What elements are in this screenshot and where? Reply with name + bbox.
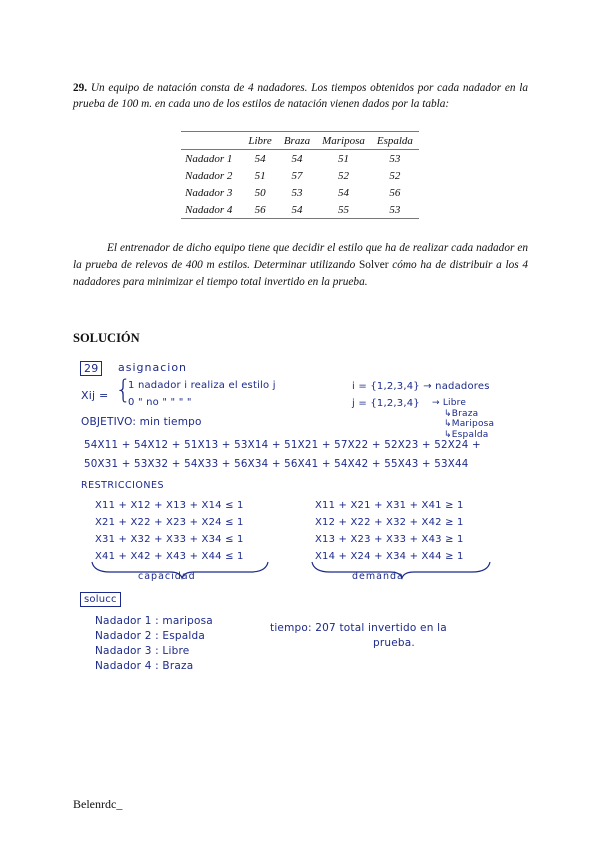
footer-author: Belenrdc_ [73, 797, 123, 811]
table-cell: 52 [337, 169, 349, 182]
table-cell: 57 [291, 169, 303, 182]
brace-icon: { [115, 375, 132, 405]
xij-label: Xij = [81, 389, 109, 402]
objective-label: OBJETIVO: min tiempo [81, 416, 202, 428]
table-header-cell: Mariposa [316, 132, 371, 150]
row-label: Nadador 1 [185, 152, 233, 165]
table-cell: 55 [316, 201, 371, 219]
constraint-row: X41 + X42 + X43 + X44 ≤ 1 [95, 551, 244, 562]
row-label: Nadador 3 [185, 186, 233, 199]
demand-label: demanda [352, 571, 404, 582]
style-item: ↳Braza [444, 408, 479, 419]
coach-paragraph [73, 240, 528, 291]
total-time-line-2: prueba. [373, 637, 415, 649]
table-cell: 53 [389, 152, 401, 165]
table-header-cell [181, 132, 242, 150]
problem-number-box: 29 [80, 361, 102, 376]
table-header-row [181, 132, 419, 150]
table-cell: 56 [242, 201, 277, 219]
table-row [181, 167, 419, 184]
table-cell: 54 [291, 152, 303, 165]
constraint-row: X11 + X21 + X31 + X41 ≥ 1 [315, 500, 464, 511]
times-table [181, 131, 419, 219]
table-row [181, 184, 419, 201]
constraint-row: X31 + X32 + X33 + X34 ≤ 1 [95, 534, 244, 545]
table-cell: 53 [291, 186, 303, 199]
capacity-constraints [95, 497, 244, 565]
assignment-heading: asignacion [118, 361, 188, 374]
row-label: Nadador 4 [181, 201, 242, 219]
table-row [181, 201, 419, 219]
style-item: → Libre [432, 398, 467, 408]
table-cell: 56 [389, 186, 401, 199]
restrictions-title: RESTRICCIONES [81, 480, 165, 491]
solve-box: solucc [80, 592, 121, 607]
table-header-cell: Braza [278, 132, 316, 150]
row-label: Nadador 2 [185, 169, 233, 182]
problem-number: 29. [73, 82, 88, 94]
style-item: ↳Mariposa [444, 419, 495, 429]
table-header-cell: Libre [242, 132, 277, 150]
table-cell: 54 [337, 186, 349, 199]
assignment-list [95, 614, 213, 674]
table-cell: 51 [337, 152, 349, 165]
i-set: i = {1,2,3,4} → nadadores [352, 381, 490, 392]
solution-title: SOLUCIÓN [73, 331, 140, 345]
table-cell: 51 [254, 169, 266, 182]
definition-zero: 0 " no " " " " [128, 397, 192, 408]
table-cell: 52 [389, 169, 401, 182]
constraint-row: X14 + X24 + X34 + X44 ≥ 1 [315, 551, 464, 562]
total-time-line-1: tiempo: 207 total invertido en la [270, 622, 447, 634]
styles-list [432, 398, 494, 440]
assignment-row: Nadador 4 : Braza [95, 660, 194, 672]
coach-text-end: cómo ha de distribuir a los 4 nadadores para minimizar el tiempo total invertido en la prueba. [73, 259, 529, 288]
definition-one: 1 nadador i realiza el estilo j [128, 380, 276, 391]
solver-word: Solver [359, 259, 389, 271]
table-row [181, 150, 419, 168]
assignment-row: Nadador 3 : Libre [95, 645, 190, 657]
objective-line-2: 50X31 + 53X32 + 54X33 + 56X34 + 56X41 + 54X42 + 55X43 + 53X44 [84, 458, 469, 470]
table-cell: 54 [254, 152, 266, 165]
constraint-row: X13 + X23 + X33 + X43 ≥ 1 [315, 534, 464, 545]
table-cell: 50 [254, 186, 266, 199]
problem-text: Un equipo de natación consta de 4 nadadores. Los tiempos obtenidos por cada nadador en la prueba de 100 m. en cada uno de los estilos de natación vienen dados por la tabla: [73, 82, 528, 110]
table-header-cell: Espalda [371, 132, 419, 150]
objective-line-1: 54X11 + 54X12 + 51X13 + 53X14 + 51X21 + 57X22 + 52X23 + 52X24 + [84, 439, 481, 451]
coach-text: El entrenador de dicho equipo tiene que decidir el estilo que ha de realizar cada nadador en la prueba de relevos de 400 m estilos. Determinar utilizando [73, 242, 528, 271]
demand-constraints [315, 497, 464, 565]
table-cell: 53 [371, 201, 419, 219]
j-set: j = {1,2,3,4} [352, 398, 420, 409]
assignment-row: Nadador 2 : Espalda [95, 630, 206, 642]
constraint-row: X12 + X22 + X32 + X42 ≥ 1 [315, 517, 464, 528]
constraint-row: X21 + X22 + X23 + X24 ≤ 1 [95, 517, 244, 528]
assignment-row: Nadador 1 : mariposa [95, 615, 213, 627]
style-item: ↳Espalda [444, 429, 489, 440]
table-cell: 54 [278, 201, 316, 219]
constraint-row: X11 + X12 + X13 + X14 ≤ 1 [95, 500, 244, 511]
capacity-label: capacidad [138, 571, 196, 582]
problem-statement [73, 80, 528, 112]
